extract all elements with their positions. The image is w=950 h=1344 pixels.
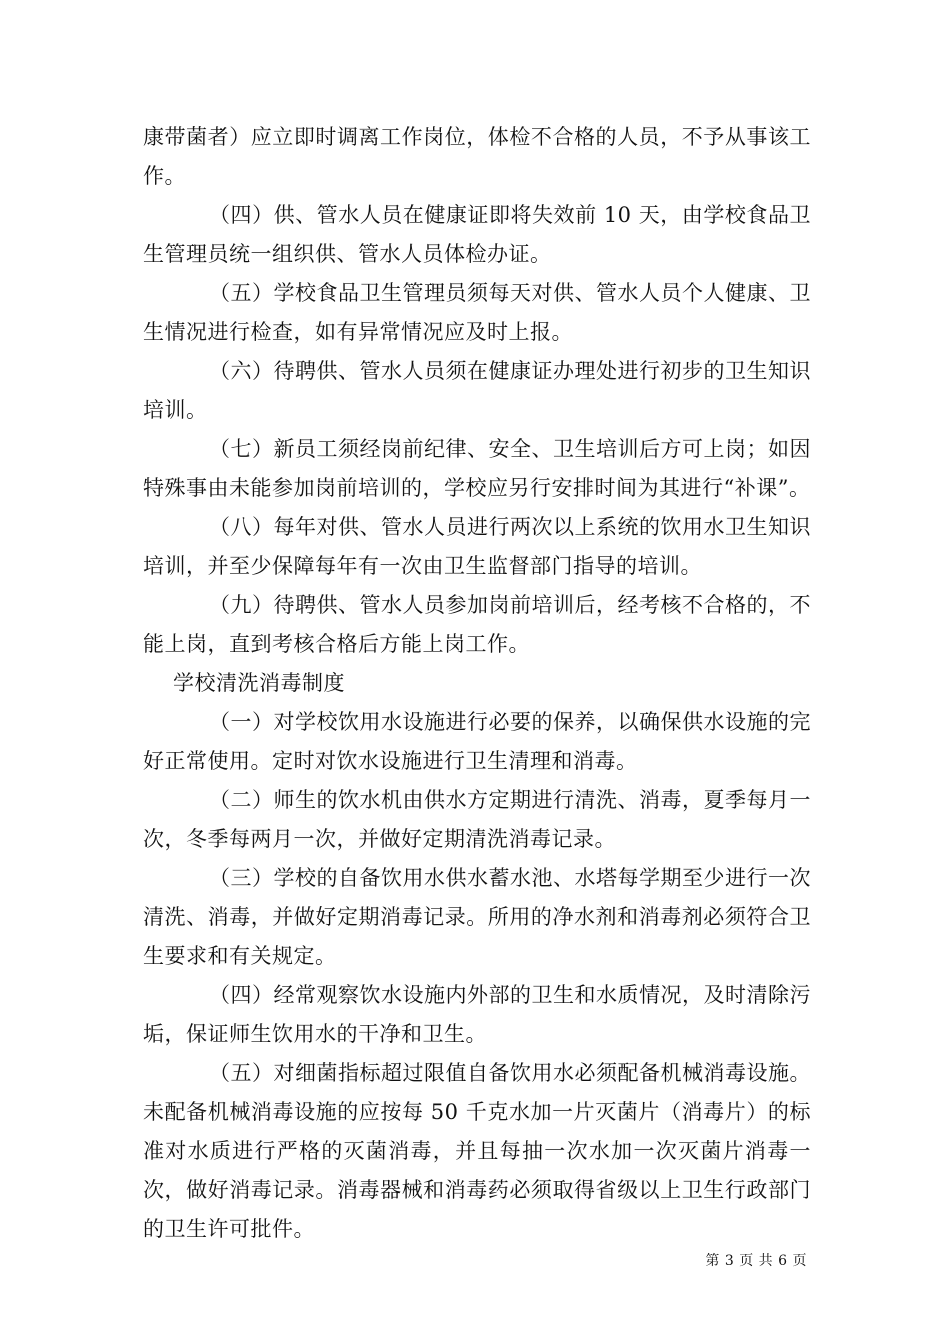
document-body xyxy=(143,118,811,1249)
paragraph-cleaning-1: （一）对学校饮用水设施进行必要的保养，以确保供水设施的完好正常使用。定时对饮水设施进行卫生清理和消毒。 xyxy=(143,710,811,773)
section-heading: 学校清洗消毒制度 xyxy=(173,671,345,695)
paragraph-cleaning-4: （四）经常观察饮水设施内外部的卫生和水质情况，及时清除污垢，保证师生饮用水的干净和卫生。 xyxy=(143,983,811,1046)
paragraph-cleaning-2: （二）师生的饮水机由供水方定期进行清洗、消毒，夏季每月一次，冬季每两月一次，并做好定期清洗消毒记录。 xyxy=(143,788,811,851)
page-number: 第 3 页 共 6 页 xyxy=(705,1253,807,1269)
paragraph-continuation: 康带菌者）应立即时调离工作岗位，体检不合格的人员，不予从事该工作。 xyxy=(143,125,811,188)
paragraph-item-4: （四）供、管水人员在健康证即将失效前 10 天，由学校食品卫生管理员统一组织供、管水人员体检办证。 xyxy=(143,203,811,266)
paragraph-cleaning-5: （五）对细菌指标超过限值自备饮用水必须配备机械消毒设施。未配备机械消毒设施的应按每 50 千克水加一片灭菌片（消毒片）的标准对水质进行严格的灭菌消毒，并且每抽一次水加一次灭菌片消毒一次，做好消毒记录。消毒器械和消毒药必须取得省级以上卫生行政部门的卫生许可批件。 xyxy=(143,1061,811,1241)
paragraph-cleaning-3: （三）学校的自备饮用水供水蓄水池、水塔每学期至少进行一次清洗、消毒，并做好定期消毒记录。所用的净水剂和消毒剂必须符合卫生要求和有关规定。 xyxy=(143,866,811,968)
paragraph-item-5: （五）学校食品卫生管理员须每天对供、管水人员个人健康、卫生情况进行检查，如有异常情况应及时上报。 xyxy=(143,281,811,344)
paragraph-item-7: （七）新员工须经岗前纪律、安全、卫生培训后方可上岗；如因特殊事由未能参加岗前培训的，学校应另行安排时间为其进行“补课”。 xyxy=(143,437,811,500)
paragraph-item-8: （八）每年对供、管水人员进行两次以上系统的饮用水卫生知识培训，并至少保障每年有一次由卫生监督部门指导的培训。 xyxy=(143,515,811,578)
paragraph-item-9: （九）待聘供、管水人员参加岗前培训后，经考核不合格的，不能上岗，直到考核合格后方能上岗工作。 xyxy=(143,593,811,656)
paragraph-item-6: （六）待聘供、管水人员须在健康证办理处进行初步的卫生知识培训。 xyxy=(143,359,811,422)
